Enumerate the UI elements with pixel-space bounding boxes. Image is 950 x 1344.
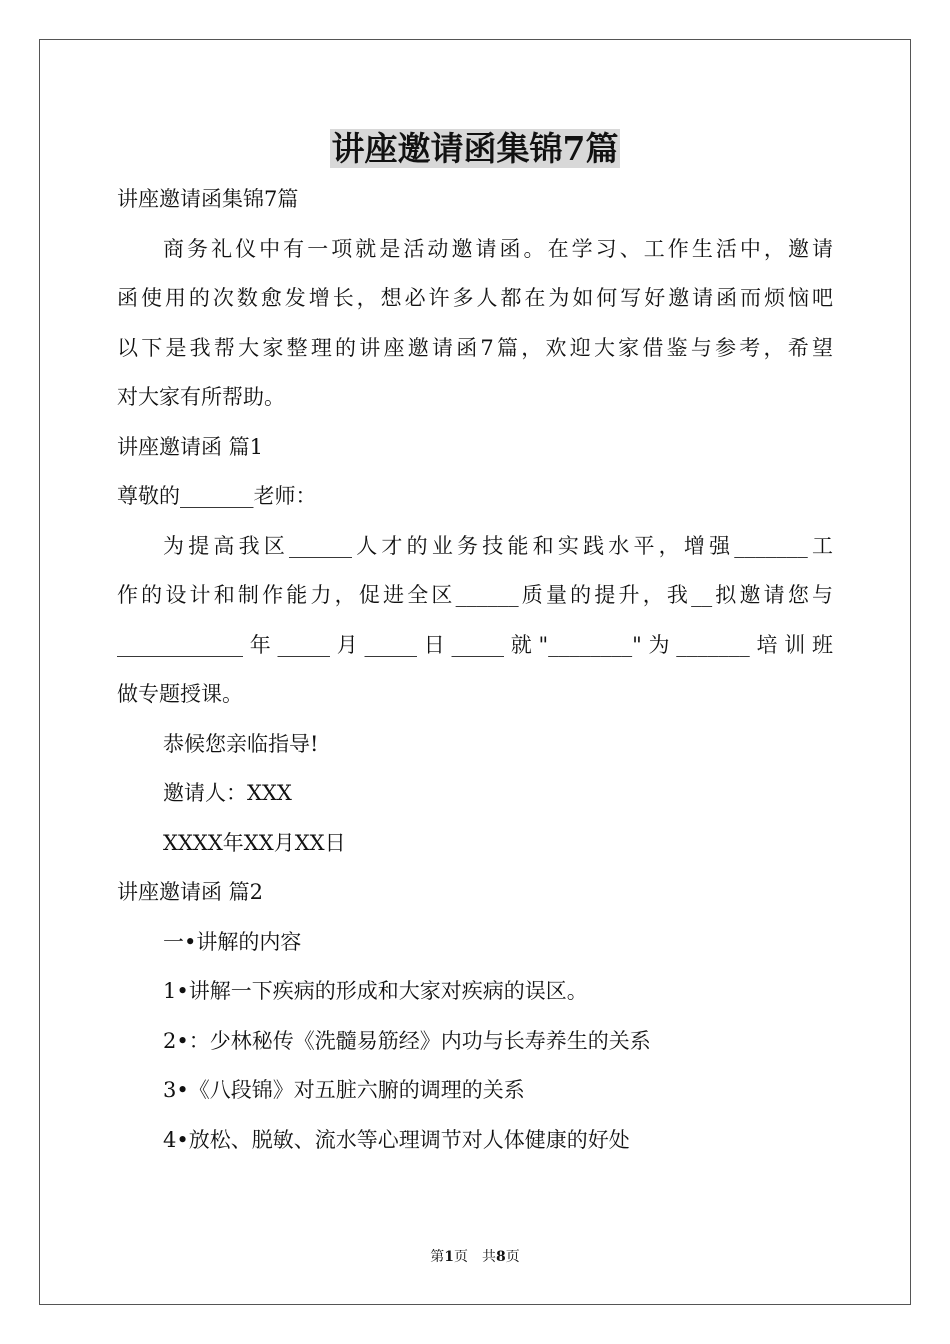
- footer-total-suffix: 页: [505, 1249, 520, 1265]
- text-line: XXXX年XX月XX日: [163, 830, 346, 855]
- text-line: 恭候您亲临指导!: [163, 731, 319, 756]
- page-footer: [0, 1246, 950, 1266]
- document-body: [117, 175, 833, 1165]
- footer-page-prefix: 第: [430, 1249, 445, 1265]
- text-line: 讲座邀请函集锦7篇: [117, 187, 299, 211]
- text-line: 一•讲解的内容: [163, 929, 302, 954]
- text-line: 邀请人：XXX: [163, 781, 292, 805]
- text-line: 2•：少林秘传《洗髓易筋经》内功与长寿养生的关系: [163, 1028, 651, 1053]
- footer-page-current: 1: [444, 1249, 454, 1265]
- text-line: 以下是我帮大家整理的讲座邀请函7篇，欢迎大家借鉴与参考，希望: [117, 335, 833, 360]
- text-line: 作的设计和制作能力，促进全区______质量的提升，我__拟邀请您与: [117, 583, 833, 607]
- text-line: 3•《八段锦》对五脏六腑的调理的关系: [163, 1078, 525, 1102]
- document-title: [0, 124, 950, 174]
- text-line: 4•放松、脱敏、流水等心理调节对人体健康的好处: [163, 1127, 630, 1152]
- text-line: 函使用的次数愈发增长，想必许多人都在为如何写好邀请函而烦恼吧: [117, 286, 833, 310]
- text-line: 对大家有所帮助。: [117, 385, 285, 409]
- footer-total-prefix: 共: [482, 1249, 496, 1265]
- document-title-text: 讲座邀请函集锦7篇: [331, 129, 619, 168]
- text-line: 尊敬的_______老师：: [117, 484, 317, 508]
- text-line: 商务礼仪中有一项就是活动邀请函。在学习、工作生活中，邀请: [163, 236, 833, 261]
- text-line: 1•讲解一下疾病的形成和大家对疾病的误区。: [163, 979, 588, 1003]
- footer-page-suffix: 页: [454, 1249, 468, 1265]
- text-line: 讲座邀请函 篇1: [117, 434, 264, 459]
- text-line: 做专题授课。: [117, 682, 243, 706]
- text-line: ____________年_____月_____日_____就"________"为_______培训班: [117, 632, 833, 657]
- text-line: 讲座邀请函 篇2: [117, 880, 264, 904]
- footer-page-total: 8: [496, 1249, 506, 1265]
- text-line: 为提高我区______人才的业务技能和实践水平，增强_______工: [163, 533, 833, 558]
